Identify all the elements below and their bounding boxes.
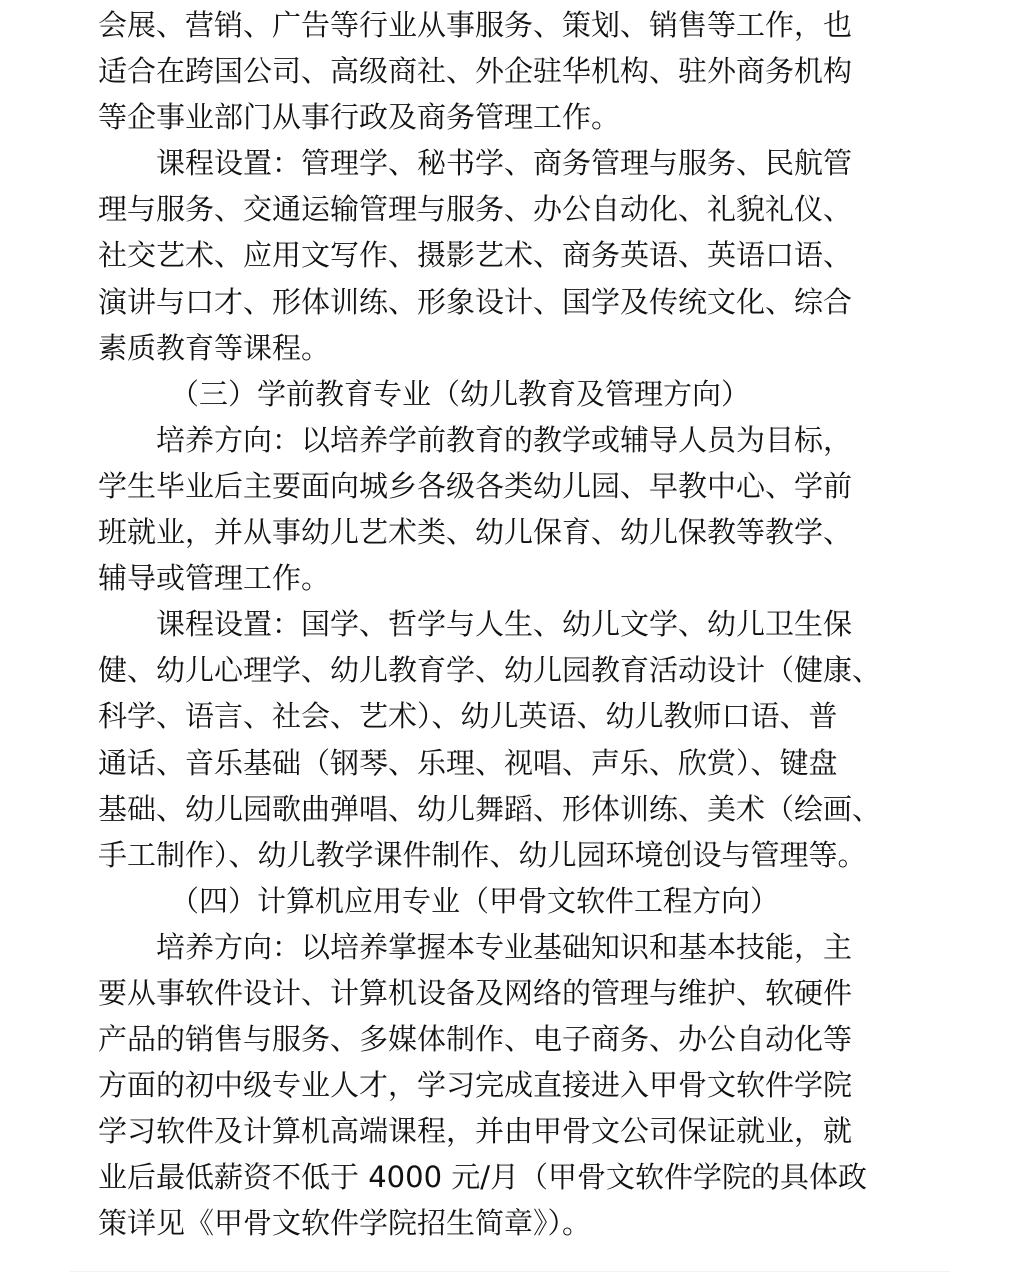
text-line: 健、幼儿心理学、幼儿教育学、幼儿园教育活动设计（健康、	[98, 653, 882, 688]
paragraph-start-line: 课程设置：管理学、秘书学、商务管理与服务、民航管	[156, 146, 853, 181]
text-line: 策详见《甲骨文软件学院招生简章》）。	[98, 1206, 592, 1241]
text-line: 班就业，并从事幼儿艺术类、幼儿保育、幼儿保教等教学、	[98, 515, 853, 550]
text-line: 学生毕业后主要面向城乡各级各类幼儿园、早教中心、学前	[98, 468, 853, 503]
text-line: 演讲与口才、形体训练、形象设计、国学及传统文化、综合	[98, 284, 853, 319]
text-line: 手工制作）、幼儿教学课件制作、幼儿园环境创设与管理等。	[98, 837, 867, 872]
document-page	[98, 0, 882, 1247]
text-line: 辅导或管理工作。	[98, 561, 331, 596]
section-heading-preschool: （三）学前教育专业（幼儿教育及管理方向）	[170, 376, 751, 411]
text-line: 会展、营销、广告等行业从事服务、策划、销售等工作，也	[98, 8, 853, 42]
text-line: 素质教育等课程。	[98, 330, 331, 365]
text-line: 产品的销售与服务、多媒体制作、电子商务、办公自动化等	[98, 1022, 853, 1057]
text-line: 科学、语言、社会、艺术）、幼儿英语、幼儿教师口语、普	[98, 699, 838, 734]
section-heading-computer-application: （四）计算机应用专业（甲骨文软件工程方向）	[170, 883, 780, 918]
text-line: 基础、幼儿园歌曲弹唱、幼儿舞蹈、形体训练、美术（绘画、	[98, 791, 882, 826]
text-line: 适合在跨国公司、高级商社、外企驻华机构、驻外商务机构	[98, 54, 853, 89]
text-line: 业后最低薪资不低于 4000 元/月（甲骨文软件学院的具体政	[98, 1160, 868, 1195]
text-line: 通话、音乐基础（钢琴、乐理、视唱、声乐、欣赏）、键盘	[98, 745, 838, 780]
text-line: 方面的初中级专业人才，学习完成直接进入甲骨文软件学院	[98, 1068, 853, 1103]
text-line: 要从事软件设计、计算机设备及网络的管理与维护、软硬件	[98, 975, 853, 1010]
paragraph-start-line: 培养方向：以培养学前教育的教学或辅导人员为目标，	[156, 422, 853, 457]
paragraph-start-line: 培养方向：以培养掌握本专业基础知识和基本技能，主	[156, 929, 853, 964]
text-line: 社交艺术、应用文写作、摄影艺术、商务英语、英语口语、	[98, 238, 853, 273]
page-bottom-divider	[70, 1271, 950, 1272]
text-line: 理与服务、交通运输管理与服务、办公自动化、礼貌礼仪、	[98, 192, 853, 227]
text-line: 学习软件及计算机高端课程，并由甲骨文公司保证就业，就	[98, 1114, 853, 1149]
text-line: 等企事业部门从事行政及商务管理工作。	[98, 100, 621, 135]
paragraph-start-line: 课程设置：国学、哲学与人生、幼儿文学、幼儿卫生保	[156, 607, 853, 642]
